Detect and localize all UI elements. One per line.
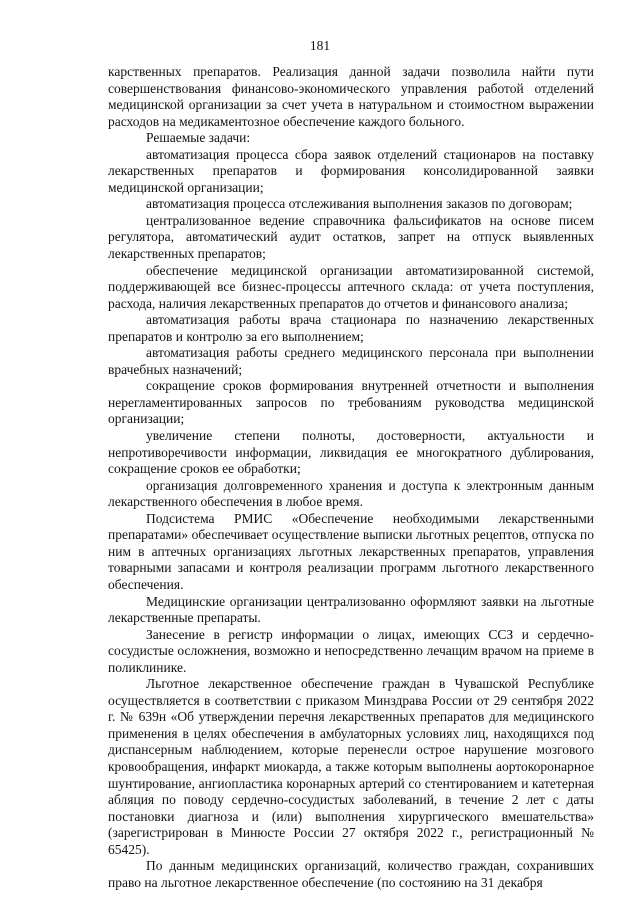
paragraph: Подсистема РМИС «Обеспечение необходимыми лекарственными препаратами» обеспечивает осуществление выписки льготных рецептов, отпуска по ним в аптечных организациях льготных лекарственных препаратов, управления товарными запасами и контроля реализации программ льготного лекарственного обеспечения.: [108, 510, 594, 592]
paragraph-continuation: карственных препаратов. Реализация данной задачи позволила найти пути совершенствования финансово-экономического управления работой отделений медицинской организации за счет учета в натуральном и стоимостном выражении расходов на медикаментозное обеспечение каждого больного.: [108, 64, 594, 129]
task-item: автоматизация процесса сбора заявок отделений стационаров на поставку лекарственных препаратов и формирования консолидированной заявки медицинской организации;: [108, 146, 594, 195]
task-item: централизованное ведение справочника фальсификатов на основе писем регулятора, автоматический аудит остатков, запрет на отпуск выявленных лекарственных препаратов;: [108, 212, 594, 262]
body-text: [108, 64, 594, 891]
paragraph: Медицинские организации централизованно оформляют заявки на льготные лекарственные препараты.: [108, 593, 594, 626]
task-item: обеспечение медицинской организации автоматизированной системой, поддерживающей все бизнес-процессы аптечного склада: от учета поступления, расхода, наличия лекарственных препаратов до отчетов и финансового анализа;: [108, 262, 594, 311]
task-item: сокращение сроков формирования внутренней отчетности и выполнения нерегламентированных запросов по требованиям руководства медицинской организации;: [108, 378, 594, 427]
task-item: увеличение степени полноты, достоверности, актуальности и непротиворечивости информации, ликвидация ее многократного дублирования, сокращение сроков ее обработки;: [108, 428, 594, 477]
task-item: автоматизация работы врача стационара по назначению лекарственных препаратов и контролю за его выполнением;: [108, 312, 594, 344]
task-item: автоматизация работы среднего медицинского персонала при выполнении врачебных назначений;: [108, 345, 594, 377]
page-number: 181: [309, 38, 331, 53]
task-item: автоматизация процесса отслеживания выполнения заказов по договорам;: [146, 196, 573, 212]
paragraph: Занесение в регистр информации о лицах, имеющих ССЗ и сердечно-сосудистые осложнения, возможно и непосредственно лечащим врачом на приеме в поликлинике.: [108, 626, 594, 675]
paragraph: Льготное лекарственное обеспечение граждан в Чувашской Республике осуществляется в соответствии с приказом Минздрава России от 29 сентября 2022 г. № 639н «Об утверждении перечня лекарственных препаратов для медицинского применения в целях обеспечения в амбулаторных условиях лиц, находящихся под диспансерным наблюдением, которые перенесли острое нарушение мозгового кровообращения, инфаркт миокарда, а также которым выполнены аортокоронарное шунтирование, ангиопластика коронарных артерий со стентированием и катетерная абляция по поводу сердечно-сосудистых заболеваний, в течение 2 лет с даты постановки диагноза и (или) выполнения хирургического вмешательства» (зарегистрирован в Минюсте России 27 октября 2022 г., регистрационный № 65425).: [108, 676, 594, 857]
paragraph: По данным медицинских организаций, количество граждан, сохранивших право на льготное лекарственное обеспечение (по состоянию на 31 декабря: [108, 858, 594, 890]
task-item: организация долговременного хранения и доступа к электронным данным лекарственного обеспечения в любое время.: [108, 477, 594, 510]
tasks-heading: Решаемые задачи:: [146, 130, 251, 146]
